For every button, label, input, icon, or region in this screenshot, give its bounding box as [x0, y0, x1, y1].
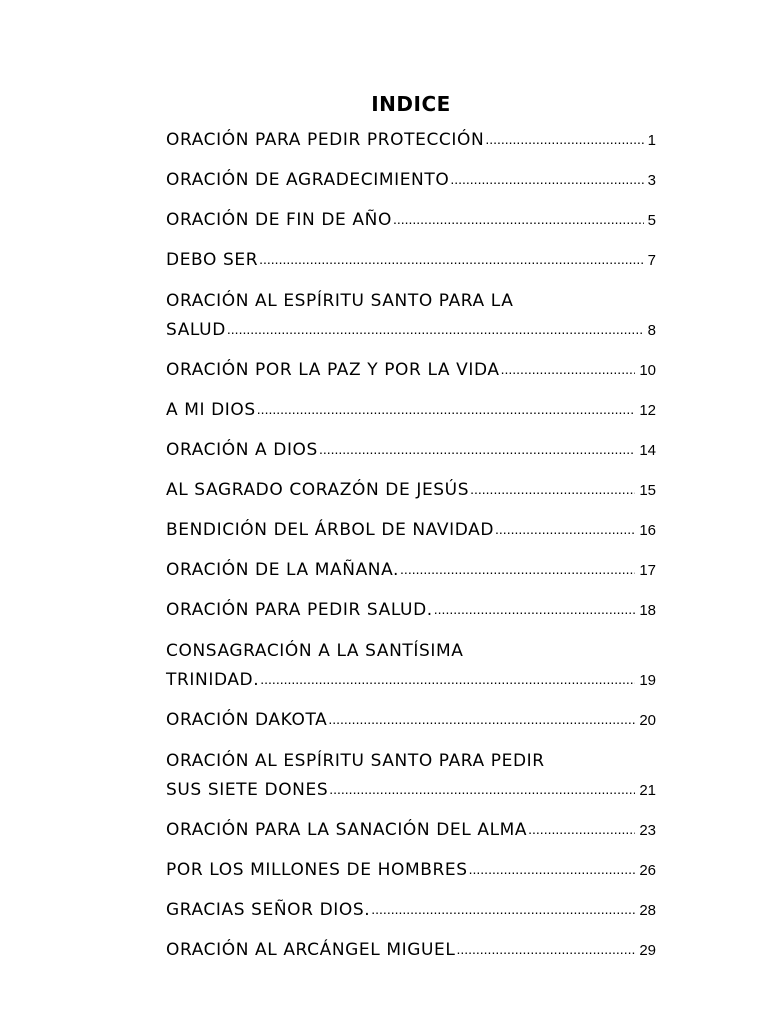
toc-entry[interactable]	[166, 356, 656, 385]
dot-leader	[456, 935, 635, 963]
toc-entry[interactable]	[166, 436, 656, 465]
dot-leader	[434, 595, 636, 623]
toc-entry-title: ORACIÓN DAKOTA	[166, 710, 328, 730]
toc-entry-title-line: CONSAGRACIÓN A LA SANTÍSIMA	[166, 641, 464, 661]
toc-entry[interactable]	[166, 706, 656, 735]
toc-entry-line	[166, 126, 656, 155]
dot-leader	[450, 165, 643, 193]
toc-entry-line	[166, 896, 656, 925]
toc-page-number: 18	[639, 602, 656, 619]
toc-entry[interactable]	[166, 476, 656, 505]
toc-entry[interactable]	[166, 516, 656, 545]
toc-page-number: 3	[647, 172, 656, 189]
toc-entry[interactable]	[166, 126, 656, 155]
toc-entry-line	[166, 356, 656, 385]
toc-entry-line	[166, 166, 656, 195]
dot-leader	[371, 895, 635, 923]
toc-entry-line	[166, 206, 656, 235]
toc-entry[interactable]	[166, 816, 656, 845]
toc-entry-line	[166, 436, 656, 465]
toc-entry-title-line: ORACIÓN AL ESPÍRITU SANTO PARA LA	[166, 291, 514, 311]
toc-entry-title: POR LOS MILLONES DE HOMBRES	[166, 860, 468, 880]
toc-entry[interactable]	[166, 206, 656, 235]
toc-page-number: 23	[639, 822, 656, 839]
toc-page-number: 8	[647, 322, 656, 339]
toc-entry-line	[166, 666, 656, 695]
toc-entry[interactable]	[166, 396, 656, 425]
toc-page-number: 10	[639, 362, 656, 379]
index-title: INDICE	[371, 92, 451, 116]
toc-entry-line	[166, 246, 656, 275]
dot-leader	[470, 475, 635, 503]
toc-entry-line	[166, 936, 656, 965]
toc-entry-title: ORACIÓN DE FIN DE AÑO	[166, 210, 392, 230]
dot-leader	[329, 775, 635, 803]
toc-page-number: 19	[639, 672, 656, 689]
toc-entry-line	[166, 816, 656, 845]
toc-page-number: 14	[639, 442, 656, 459]
toc-entry[interactable]	[166, 286, 656, 345]
toc-entry-title: ORACIÓN DE AGRADECIMIENTO	[166, 170, 450, 190]
toc-page-number: 5	[647, 212, 656, 229]
toc-entry-title: TRINIDAD.	[166, 670, 260, 690]
toc-entry-line	[166, 776, 656, 805]
dot-leader	[393, 205, 644, 233]
toc-entry[interactable]	[166, 556, 656, 585]
toc-page-number: 29	[639, 942, 656, 959]
toc-entry-line	[166, 316, 656, 345]
toc-entry-line	[166, 396, 656, 425]
toc-entry-title-line: ORACIÓN AL ESPÍRITU SANTO PARA PEDIR	[166, 751, 545, 771]
toc-page-number: 21	[639, 782, 656, 799]
toc-entry-title: BENDICIÓN DEL ÁRBOL DE NAVIDAD	[166, 520, 495, 540]
toc-page-number: 16	[639, 522, 656, 539]
toc-entry-title: ORACIÓN PARA PEDIR PROTECCIÓN	[166, 130, 485, 150]
dot-leader	[260, 665, 635, 693]
toc-entry-title: GRACIAS SEÑOR DIOS.	[166, 900, 371, 920]
toc-entry-line	[166, 596, 656, 625]
toc-entry[interactable]	[166, 636, 656, 695]
toc-entry[interactable]	[166, 856, 656, 885]
toc-entry-title: AL SAGRADO CORAZÓN DE JESÚS	[166, 480, 470, 500]
toc-page-number: 7	[647, 252, 656, 269]
dot-leader	[501, 355, 636, 383]
toc-entry-title: SALUD	[166, 320, 226, 340]
toc-entry-line	[166, 706, 656, 735]
toc-page-number: 26	[639, 862, 656, 879]
dot-leader	[528, 815, 635, 843]
dot-leader	[485, 125, 643, 153]
toc-entry-title: ORACIÓN PARA LA SANACIÓN DEL ALMA	[166, 820, 528, 840]
toc-entry[interactable]	[166, 166, 656, 195]
toc-entry-line	[166, 476, 656, 505]
toc-page-number: 28	[639, 902, 656, 919]
toc-entry-title: ORACIÓN A DIOS	[166, 440, 318, 460]
dot-leader	[319, 435, 635, 463]
dot-leader	[469, 855, 636, 883]
toc-page-number: 1	[647, 132, 656, 149]
toc-entry[interactable]	[166, 246, 656, 275]
toc-entry-title: ORACIÓN AL ARCÁNGEL MIGUEL	[166, 940, 456, 960]
toc-entry[interactable]	[166, 746, 656, 805]
toc-entry-title: DEBO SER	[166, 250, 259, 270]
toc-entry-line	[166, 856, 656, 885]
dot-leader	[259, 245, 644, 273]
dot-leader	[400, 555, 635, 583]
toc-entry-line	[166, 516, 656, 545]
toc-page-number: 12	[639, 402, 656, 419]
toc-page-number: 15	[639, 482, 656, 499]
toc-entry[interactable]	[166, 596, 656, 625]
toc-entry-title: ORACIÓN POR LA PAZ Y POR LA VIDA	[166, 360, 500, 380]
toc-entry-line	[166, 556, 656, 585]
toc-page-number: 17	[639, 562, 656, 579]
dot-leader	[257, 395, 636, 423]
dot-leader	[495, 515, 635, 543]
toc-page-number: 20	[639, 712, 656, 729]
toc-entry-title: A MI DIOS	[166, 400, 256, 420]
dot-leader	[328, 705, 635, 733]
dot-leader	[227, 315, 644, 343]
table-of-contents	[166, 126, 656, 976]
toc-entry-title: SUS SIETE DONES	[166, 780, 329, 800]
toc-entry-title: ORACIÓN DE LA MAÑANA.	[166, 560, 400, 580]
toc-entry[interactable]	[166, 896, 656, 925]
toc-entry[interactable]	[166, 936, 656, 965]
toc-entry-title: ORACIÓN PARA PEDIR SALUD.	[166, 600, 433, 620]
